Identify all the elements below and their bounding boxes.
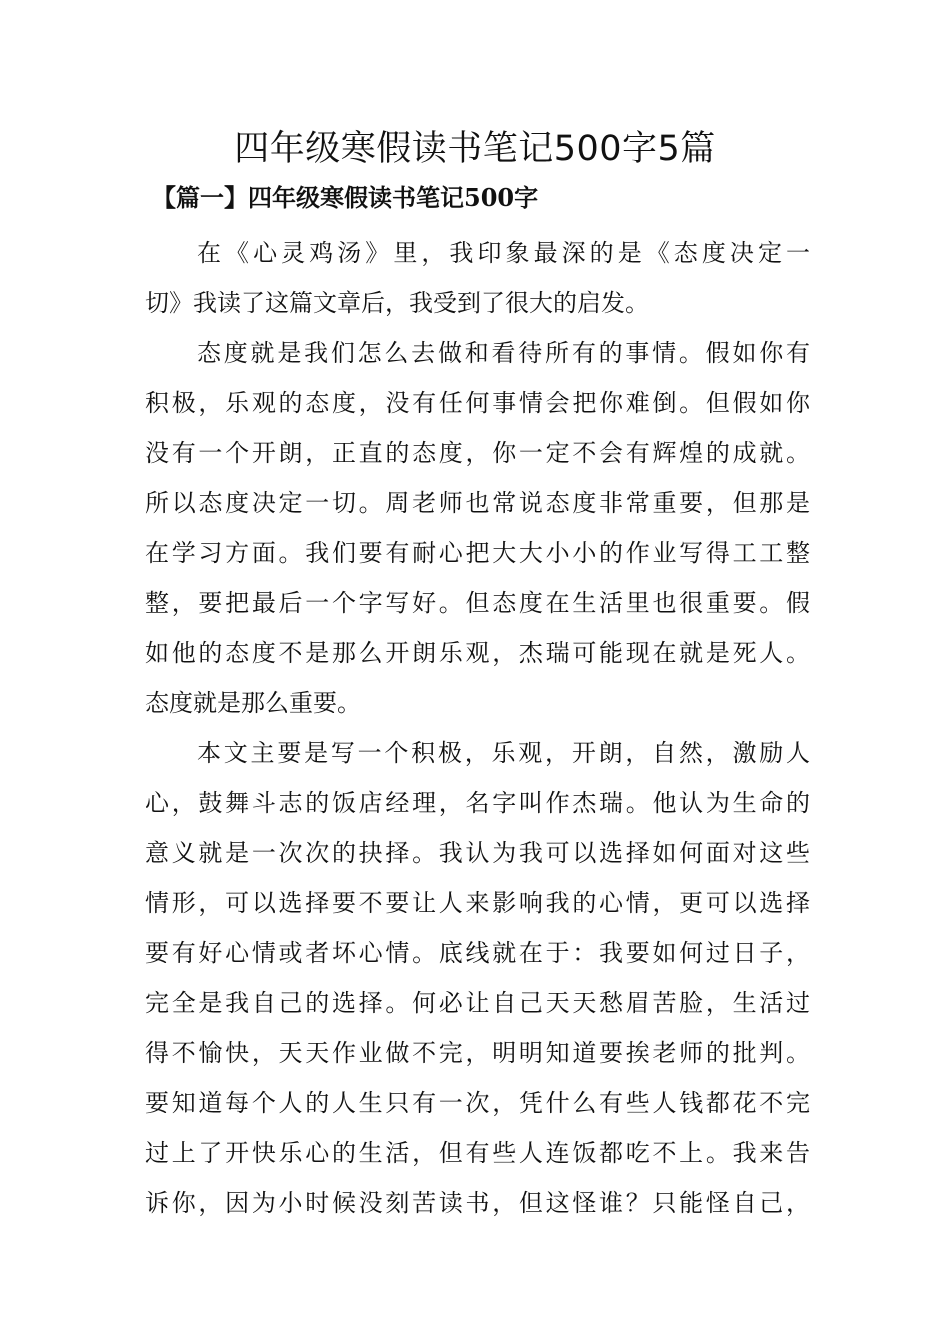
text-line: 态度就是我们怎么去做和看待所有的事情。假如你有 [197, 339, 810, 367]
paragraph-1 [145, 228, 810, 328]
paragraph-2 [145, 328, 810, 728]
text-line: 整，要把最后一个字写好。但态度在生活里也很重要。假 [145, 589, 810, 617]
body-text [145, 228, 810, 1228]
text-line: 完全是我自己的选择。何必让自己天天愁眉苦脸，生活过 [145, 989, 810, 1017]
text-line: 没有一个开朗，正直的态度，你一定不会有辉煌的成就。 [145, 439, 810, 467]
text-line: 在学习方面。我们要有耐心把大大小小的作业写得工工整 [145, 539, 810, 567]
text-line: 积极，乐观的态度，没有任何事情会把你难倒。但假如你 [145, 389, 810, 417]
text-line: 意义就是一次次的抉择。我认为我可以选择如何面对这些 [145, 839, 810, 867]
document-title: 四年级寒假读书笔记500字5篇 [234, 129, 716, 169]
text-line: 情形，可以选择要不要让人来影响我的心情，更可以选择 [145, 889, 810, 917]
text-line: 诉你，因为小时候没刻苦读书，但这怪谁？只能怪自己， [145, 1189, 810, 1217]
text-line: 态度就是那么重要。 [145, 689, 361, 717]
paragraph-3 [145, 728, 810, 1228]
text-line: 要知道每个人的人生只有一次，凭什么有些人钱都花不完 [145, 1089, 810, 1117]
text-line: 过上了开快乐心的生活，但有些人连饭都吃不上。我来告 [145, 1139, 810, 1167]
text-line: 所以态度决定一切。周老师也常说态度非常重要，但那是 [145, 489, 810, 517]
text-line: 要有好心情或者坏心情。底线就在于：我要如何过日子， [145, 939, 810, 967]
section-heading: 【篇一】四年级寒假读书笔记500字 [152, 183, 539, 212]
text-line: 在《心灵鸡汤》里，我印象最深的是《态度决定一 [197, 239, 810, 267]
text-line: 得不愉快，天天作业做不完，明明知道要挨老师的批判。 [145, 1039, 810, 1067]
text-line: 心，鼓舞斗志的饭店经理，名字叫作杰瑞。他认为生命的 [145, 789, 810, 817]
text-line: 本文主要是写一个积极，乐观，开朗，自然，激励人 [197, 739, 810, 767]
text-line: 切》我读了这篇文章后，我受到了很大的启发。 [145, 289, 649, 317]
text-line: 如他的态度不是那么开朗乐观，杰瑞可能现在就是死人。 [145, 639, 810, 667]
